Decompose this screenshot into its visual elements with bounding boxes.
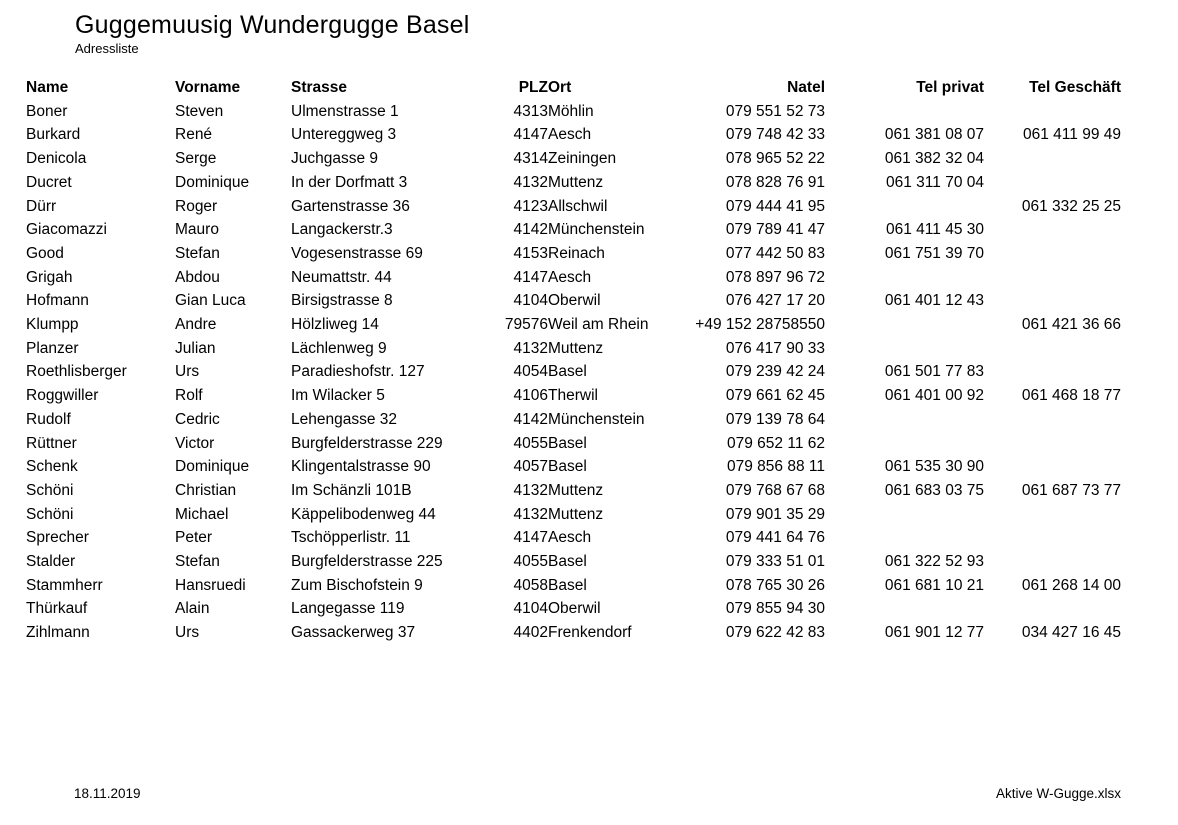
cell-vorname: Andre xyxy=(175,316,217,334)
cell-strasse: In der Dorfmatt 3 xyxy=(291,173,408,191)
cell-tel-privat xyxy=(825,503,984,527)
cell-ort: Oberwil xyxy=(548,600,601,618)
cell-strasse: Vogesenstrasse 69 xyxy=(291,244,423,262)
cell-tel-geschaeft xyxy=(984,503,1121,527)
cell-ort: Muttenz xyxy=(548,173,604,191)
cell-natel: 078 828 76 91 xyxy=(725,173,825,191)
cell-plz: 4132 xyxy=(513,339,548,357)
cell-tel-privat: 061 683 03 75 xyxy=(884,481,984,499)
cell-strasse: Lehengasse 32 xyxy=(291,410,398,428)
col-header-strasse: Strasse xyxy=(291,79,348,96)
cell-tel-privat: 061 322 52 93 xyxy=(884,553,984,571)
cell-name: Planzer xyxy=(26,339,79,357)
table-row xyxy=(26,360,1121,384)
cell-natel: 079 441 64 76 xyxy=(725,529,825,547)
address-table xyxy=(26,76,1121,645)
cell-plz: 4104 xyxy=(513,600,548,618)
cell-natel: 079 748 42 33 xyxy=(725,126,825,144)
cell-ort: Münchenstein xyxy=(548,221,645,239)
cell-ort: Oberwil xyxy=(548,292,601,310)
cell-strasse: Untereggweg 3 xyxy=(291,126,397,144)
table-row xyxy=(26,479,1121,503)
cell-vorname: Cedric xyxy=(175,410,220,428)
cell-plz: 4106 xyxy=(513,387,548,405)
table-row xyxy=(26,408,1121,432)
table-header-row xyxy=(26,76,1121,100)
col-header-vorname: Vorname xyxy=(175,79,241,96)
cell-ort: Basel xyxy=(548,458,587,476)
cell-strasse: Juchgasse 9 xyxy=(291,150,379,168)
cell-name: Schöni xyxy=(26,481,74,499)
cell-natel: 079 139 78 64 xyxy=(725,410,825,428)
cell-tel-geschaeft: 061 332 25 25 xyxy=(1021,197,1121,215)
cell-ort: Frenkendorf xyxy=(548,624,632,642)
cell-strasse: Neumattstr. 44 xyxy=(291,268,392,286)
cell-tel-geschaeft xyxy=(984,242,1121,266)
cell-strasse: Tschöpperlistr. 11 xyxy=(291,529,411,547)
cell-natel: 076 427 17 20 xyxy=(725,292,825,310)
cell-name: Sprecher xyxy=(26,529,89,547)
col-header-name: Name xyxy=(26,79,69,96)
cell-strasse: Im Wilacker 5 xyxy=(291,387,385,405)
cell-vorname: Steven xyxy=(175,102,224,120)
cell-vorname: Serge xyxy=(175,150,217,168)
cell-tel-privat xyxy=(825,408,984,432)
cell-plz: 4058 xyxy=(513,576,548,594)
cell-tel-privat: 061 681 10 21 xyxy=(884,576,984,594)
cell-ort: Therwil xyxy=(548,387,598,405)
cell-natel: 079 652 11 62 xyxy=(727,434,825,452)
table-row xyxy=(26,574,1121,598)
cell-strasse: Klingentalstrasse 90 xyxy=(291,458,431,476)
cell-natel: 079 901 35 29 xyxy=(725,505,825,523)
cell-tel-privat: 061 382 32 04 xyxy=(884,150,984,168)
cell-name: Thürkauf xyxy=(26,600,88,618)
table-row xyxy=(26,218,1121,242)
cell-ort: Basel xyxy=(548,434,587,452)
cell-vorname: Michael xyxy=(175,505,229,523)
cell-vorname: Dominique xyxy=(175,458,250,476)
cell-plz: 4055 xyxy=(513,434,548,452)
cell-tel-privat: 061 381 08 07 xyxy=(884,126,984,144)
cell-natel: +49 152 28758550 xyxy=(695,316,825,334)
footer-date: 18.11.2019 xyxy=(74,786,141,801)
table-row xyxy=(26,266,1121,290)
cell-natel: 079 333 51 01 xyxy=(725,553,825,571)
cell-name: Burkard xyxy=(26,126,81,144)
cell-plz: 79576 xyxy=(504,316,548,334)
cell-tel-privat: 061 411 45 30 xyxy=(886,221,984,239)
table-row xyxy=(26,147,1121,171)
cell-tel-privat: 061 401 00 92 xyxy=(884,387,984,405)
cell-natel: 076 417 90 33 xyxy=(725,339,825,357)
table-row xyxy=(26,597,1121,621)
cell-vorname: Peter xyxy=(175,529,213,547)
cell-plz: 4142 xyxy=(513,221,548,239)
cell-natel: 079 444 41 95 xyxy=(725,197,825,215)
cell-ort: Möhlin xyxy=(548,102,594,120)
cell-natel: 079 661 62 45 xyxy=(725,387,825,405)
cell-ort: Aesch xyxy=(548,268,592,286)
cell-natel: 079 239 42 24 xyxy=(725,363,825,381)
cell-vorname: Alain xyxy=(175,600,210,618)
cell-name: Klumpp xyxy=(26,316,79,334)
cell-tel-geschaeft: 034 427 16 45 xyxy=(1021,624,1121,642)
cell-tel-geschaeft xyxy=(984,289,1121,313)
cell-plz: 4314 xyxy=(513,150,548,168)
cell-strasse: Käppelibodenweg 44 xyxy=(291,505,436,523)
cell-tel-geschaeft xyxy=(984,455,1121,479)
table-row xyxy=(26,432,1121,456)
cell-tel-geschaeft xyxy=(984,266,1121,290)
cell-ort: Münchenstein xyxy=(548,410,645,428)
cell-tel-privat: 061 535 30 90 xyxy=(884,458,984,476)
table-row xyxy=(26,384,1121,408)
cell-ort: Basel xyxy=(548,363,587,381)
cell-strasse: Langegasse 119 xyxy=(291,600,405,618)
table-row xyxy=(26,100,1121,124)
cell-tel-geschaeft xyxy=(984,432,1121,456)
cell-tel-privat xyxy=(825,100,984,124)
cell-tel-geschaeft: 061 468 18 77 xyxy=(1021,387,1121,405)
cell-plz: 4123 xyxy=(513,197,548,215)
cell-vorname: Dominique xyxy=(175,173,250,191)
cell-vorname: Stefan xyxy=(175,244,220,262)
cell-strasse: Gassackerweg 37 xyxy=(291,624,416,642)
cell-ort: Aesch xyxy=(548,529,592,547)
cell-tel-geschaeft xyxy=(984,171,1121,195)
cell-tel-privat: 061 401 12 43 xyxy=(884,292,984,310)
cell-tel-geschaeft: 061 421 36 66 xyxy=(1021,316,1121,334)
cell-name: Rüttner xyxy=(26,434,77,452)
cell-ort: Aesch xyxy=(548,126,592,144)
table-row xyxy=(26,503,1121,527)
cell-tel-geschaeft xyxy=(984,550,1121,574)
cell-plz: 4147 xyxy=(513,529,548,547)
table-row xyxy=(26,337,1121,361)
footer-filename: Aktive W-Gugge.xlsx xyxy=(995,786,1121,801)
cell-vorname: Mauro xyxy=(175,221,219,239)
cell-name: Giacomazzi xyxy=(26,221,107,239)
cell-ort: Muttenz xyxy=(548,481,604,499)
cell-name: Boner xyxy=(26,102,68,120)
cell-tel-privat xyxy=(825,195,984,219)
cell-tel-privat: 061 311 70 04 xyxy=(886,173,984,191)
cell-tel-privat xyxy=(825,597,984,621)
cell-name: Zihlmann xyxy=(26,624,90,642)
cell-natel: 077 442 50 83 xyxy=(725,244,825,262)
cell-strasse: Burgfelderstrasse 229 xyxy=(291,434,443,452)
table-row xyxy=(26,242,1121,266)
cell-tel-geschaeft xyxy=(984,100,1121,124)
cell-tel-geschaeft: 061 411 99 49 xyxy=(1023,126,1121,144)
cell-plz: 4057 xyxy=(513,458,548,476)
cell-vorname: Christian xyxy=(175,481,237,499)
table-row xyxy=(26,455,1121,479)
table-row xyxy=(26,171,1121,195)
cell-name: Stalder xyxy=(26,553,76,571)
cell-vorname: Abdou xyxy=(175,268,220,286)
cell-tel-geschaeft: 061 268 14 00 xyxy=(1021,576,1121,594)
cell-plz: 4147 xyxy=(513,268,548,286)
cell-vorname: Urs xyxy=(175,363,200,381)
cell-plz: 4132 xyxy=(513,505,548,523)
cell-plz: 4054 xyxy=(513,363,548,381)
page-subtitle: Adressliste xyxy=(75,41,139,56)
cell-vorname: Victor xyxy=(175,434,215,452)
page-title: Guggemuusig Wundergugge Basel xyxy=(75,11,470,39)
cell-ort: Muttenz xyxy=(548,505,604,523)
table-row xyxy=(26,289,1121,313)
table-row xyxy=(26,621,1121,645)
cell-tel-geschaeft xyxy=(984,597,1121,621)
cell-strasse: Burgfelderstrasse 225 xyxy=(291,553,443,571)
cell-strasse: Ulmenstrasse 1 xyxy=(291,102,399,120)
cell-tel-geschaeft xyxy=(984,360,1121,384)
cell-tel-privat: 061 751 39 70 xyxy=(884,244,984,262)
cell-name: Dürr xyxy=(26,197,57,215)
table-row xyxy=(26,526,1121,550)
cell-natel: 079 551 52 73 xyxy=(725,102,825,120)
cell-tel-geschaeft: 061 687 73 77 xyxy=(1021,481,1121,499)
col-header-plz: PLZ xyxy=(518,79,548,96)
cell-name: Schöni xyxy=(26,505,74,523)
cell-name: Denicola xyxy=(26,150,87,168)
cell-strasse: Paradieshofstr. 127 xyxy=(291,363,425,381)
cell-ort: Muttenz xyxy=(548,339,604,357)
cell-plz: 4055 xyxy=(513,553,548,571)
cell-strasse: Langackerstr.3 xyxy=(291,221,393,239)
cell-strasse: Birsigstrasse 8 xyxy=(291,292,393,310)
cell-tel-geschaeft xyxy=(984,147,1121,171)
cell-tel-geschaeft xyxy=(984,408,1121,432)
cell-ort: Reinach xyxy=(548,244,605,262)
cell-name: Roggwiller xyxy=(26,387,99,405)
cell-tel-geschaeft xyxy=(984,218,1121,242)
cell-natel: 079 622 42 83 xyxy=(725,624,825,642)
table-row xyxy=(26,550,1121,574)
cell-name: Good xyxy=(26,244,64,262)
cell-natel: 079 789 41 47 xyxy=(725,221,825,239)
cell-vorname: Roger xyxy=(175,197,218,215)
col-header-natel: Natel xyxy=(787,79,825,96)
cell-tel-privat xyxy=(825,432,984,456)
cell-tel-privat xyxy=(825,526,984,550)
cell-vorname: Julian xyxy=(175,339,216,357)
table-row xyxy=(26,123,1121,147)
table-row xyxy=(26,195,1121,219)
cell-plz: 4132 xyxy=(513,173,548,191)
cell-natel: 078 765 30 26 xyxy=(725,576,825,594)
cell-strasse: Hölzliweg 14 xyxy=(291,316,379,334)
cell-strasse: Gartenstrasse 36 xyxy=(291,197,410,215)
cell-vorname: Hansruedi xyxy=(175,576,246,594)
cell-vorname: Gian Luca xyxy=(175,292,246,310)
cell-tel-privat: 061 901 12 77 xyxy=(884,624,984,642)
cell-name: Rudolf xyxy=(26,410,71,428)
col-header-tel-privat: Tel privat xyxy=(916,79,984,96)
cell-plz: 4402 xyxy=(513,624,548,642)
cell-plz: 4132 xyxy=(513,481,548,499)
cell-natel: 079 768 67 68 xyxy=(725,481,825,499)
cell-tel-geschaeft xyxy=(984,526,1121,550)
cell-plz: 4104 xyxy=(513,292,548,310)
cell-tel-privat xyxy=(825,313,984,337)
cell-strasse: Im Schänzli 101B xyxy=(291,481,412,499)
cell-plz: 4142 xyxy=(513,410,548,428)
cell-name: Grigah xyxy=(26,268,73,286)
cell-ort: Zeiningen xyxy=(548,150,617,168)
cell-strasse: Lächlenweg 9 xyxy=(291,339,387,357)
cell-ort: Weil am Rhein xyxy=(548,316,649,334)
table-row xyxy=(26,313,1121,337)
cell-vorname: Rolf xyxy=(175,387,203,405)
cell-tel-privat xyxy=(825,266,984,290)
cell-plz: 4147 xyxy=(513,126,548,144)
col-header-tel-geschaeft: Tel Geschäft xyxy=(1029,79,1121,96)
cell-natel: 078 897 96 72 xyxy=(725,268,825,286)
cell-ort: Allschwil xyxy=(548,197,608,215)
cell-plz: 4153 xyxy=(513,244,548,262)
cell-vorname: Stefan xyxy=(175,553,220,571)
cell-name: Roethlisberger xyxy=(26,363,127,381)
cell-name: Hofmann xyxy=(26,292,89,310)
cell-plz: 4313 xyxy=(513,102,548,120)
cell-tel-privat xyxy=(825,337,984,361)
cell-vorname: René xyxy=(175,126,213,144)
cell-tel-geschaeft xyxy=(984,337,1121,361)
cell-tel-privat: 061 501 77 83 xyxy=(884,363,984,381)
cell-strasse: Zum Bischofstein 9 xyxy=(291,576,423,594)
cell-natel: 078 965 52 22 xyxy=(725,150,825,168)
cell-name: Ducret xyxy=(26,173,72,191)
col-header-ort: Ort xyxy=(548,79,572,96)
cell-ort: Basel xyxy=(548,553,587,571)
cell-natel: 079 855 94 30 xyxy=(725,600,825,618)
cell-name: Stammherr xyxy=(26,576,103,594)
cell-name: Schenk xyxy=(26,458,78,476)
cell-vorname: Urs xyxy=(175,624,200,642)
cell-ort: Basel xyxy=(548,576,587,594)
cell-natel: 079 856 88 11 xyxy=(727,458,825,476)
